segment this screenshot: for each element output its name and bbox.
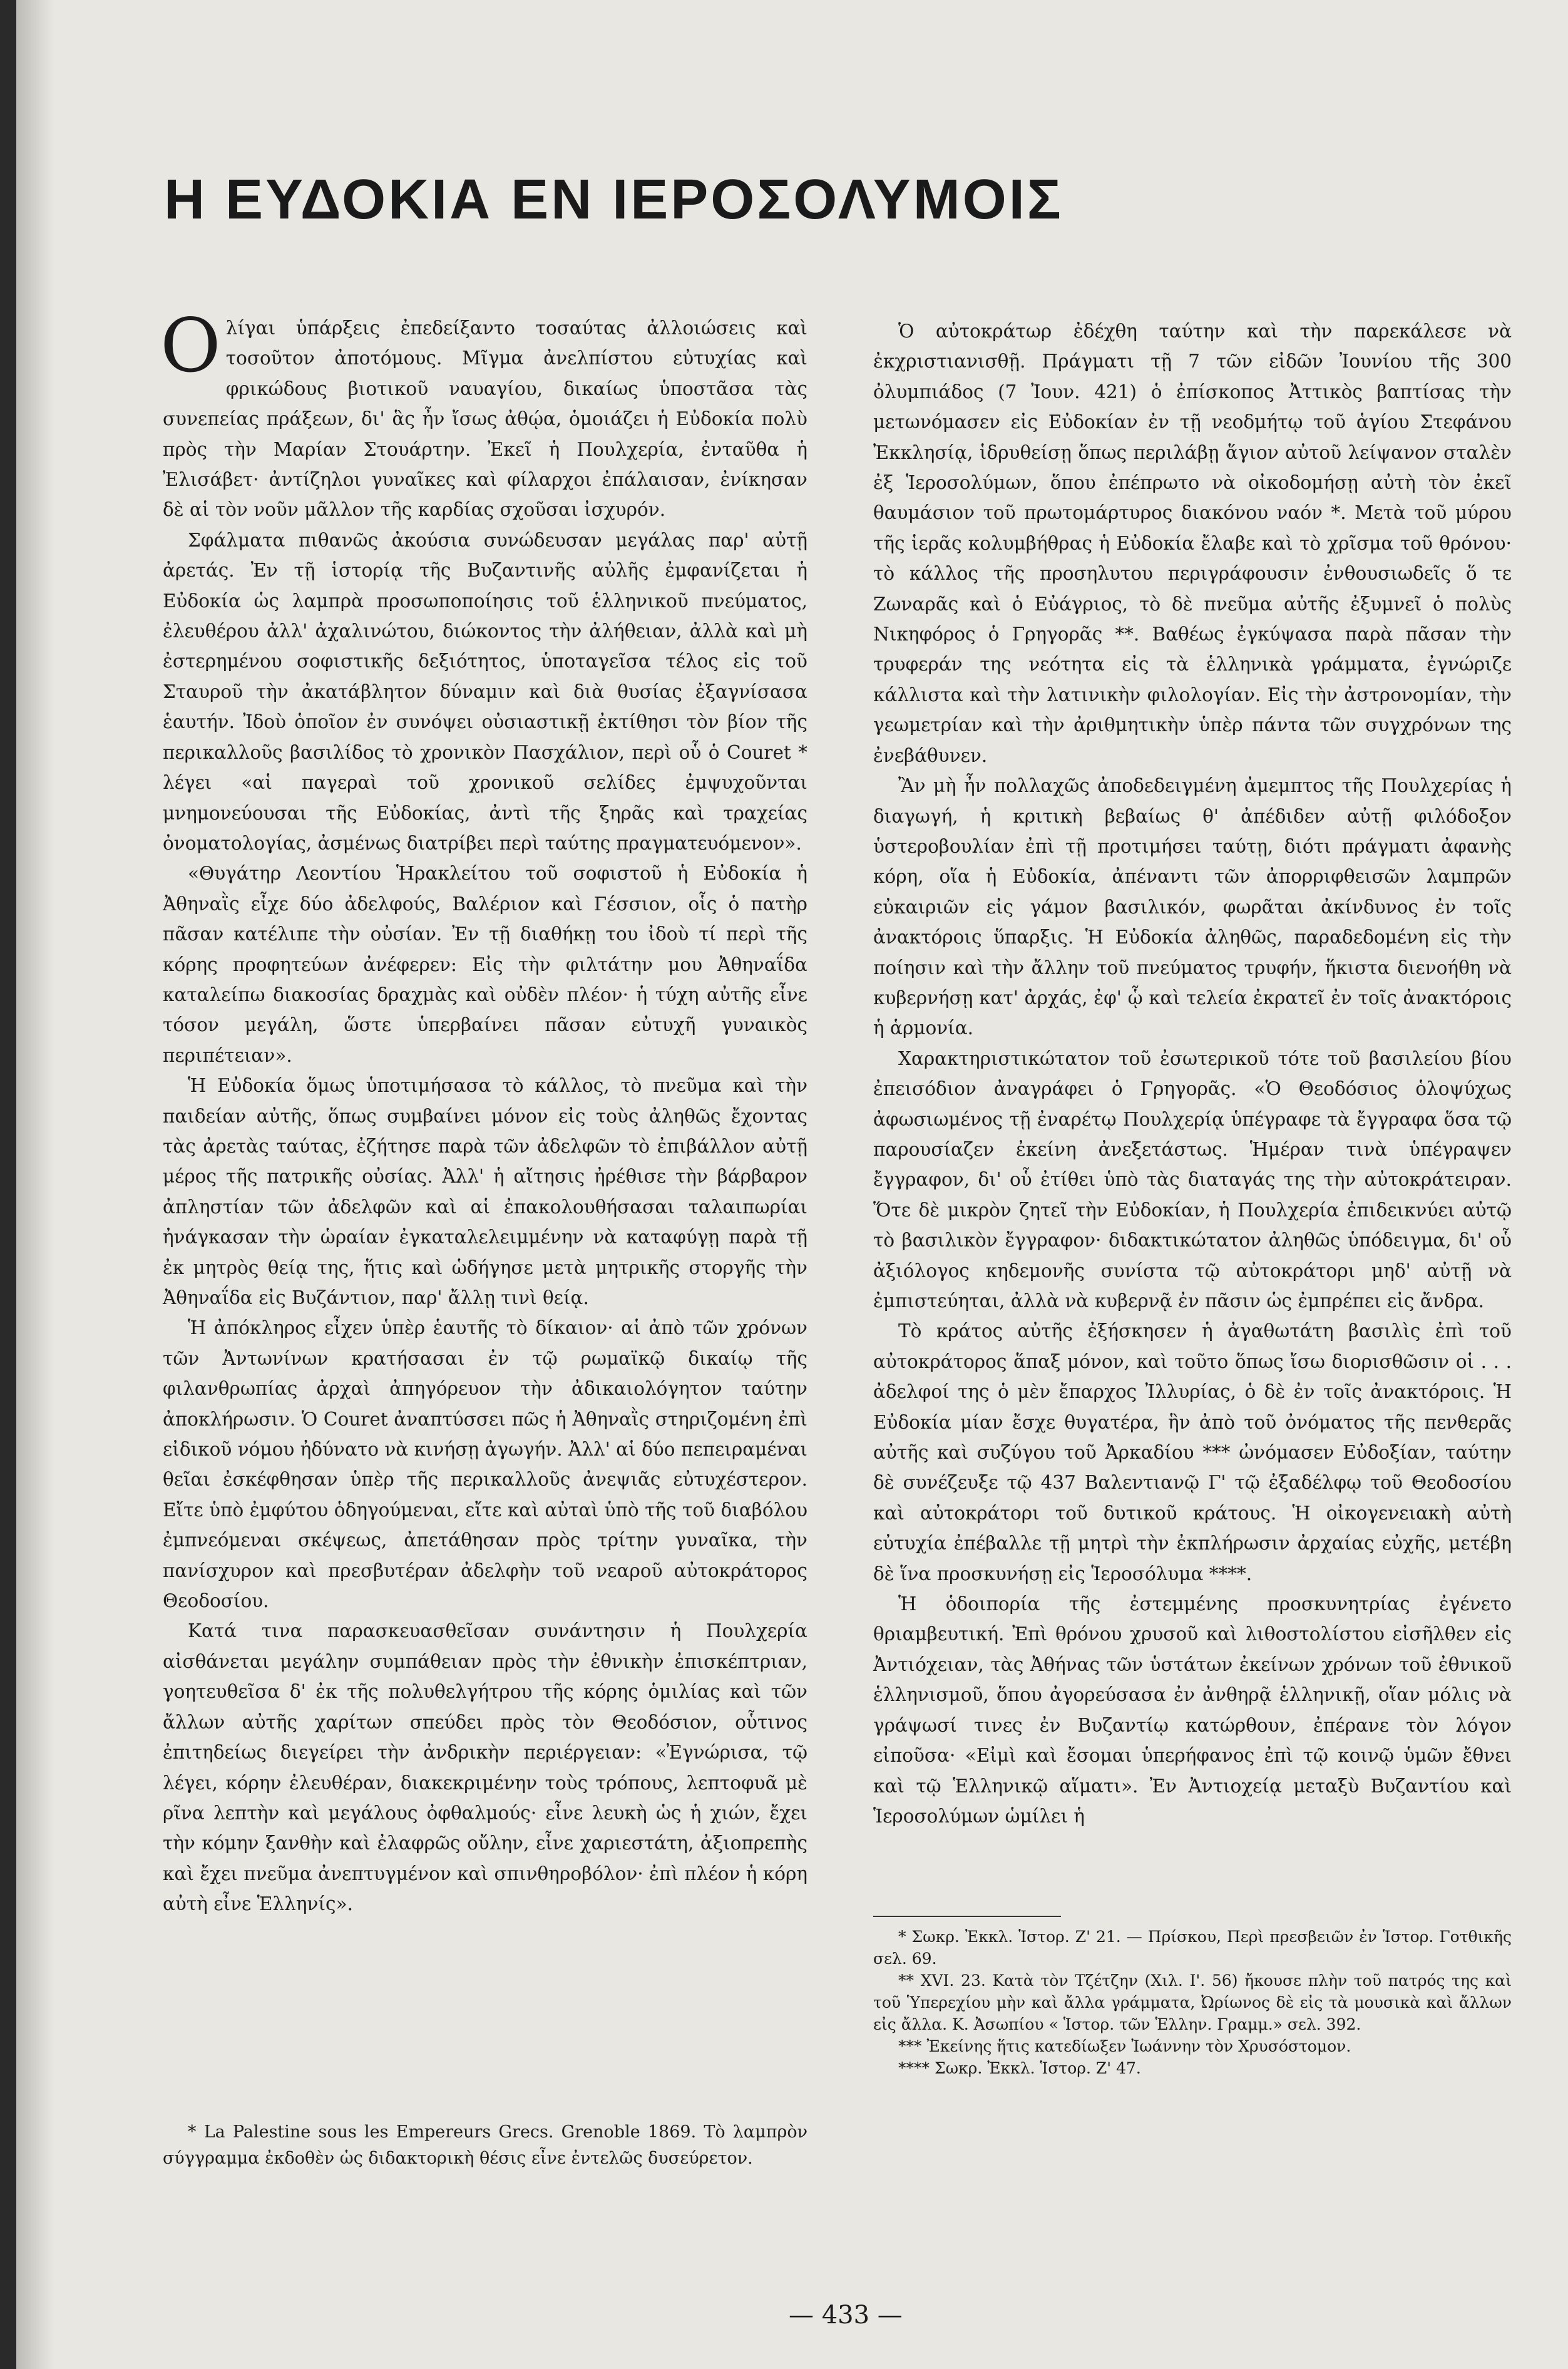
paragraph: Ἂν μὴ ἦν πολλαχῶς ἀποδεδειγμένη ἀμεμπτος τῆς Πουλχερίας ἡ διαγωγή, ἡ κριτικὴ βεβαίως θ' ἀπέδιδεν αὐτῇ φιλόδοξον ὑστεροβουλίαν ἐπὶ τῇ προτιμήσει ταύτῃ, διότι πράγματι ἀφανὴς κόρη, οἵα ἡ Εὐδοκία, ἀπέναντι τῶν ἀπορριφθεισῶν λαμπρῶν εὐκαιριῶν εἰς γάμον βασιλικόν, φωρᾶται ἀκίνδυνος ἐν τοῖς ἀνακτόροις ὕπαρξις. Ἡ Εὐδοκία ἀληθῶς, παραδεδομένη εἰς τὴν ποίησιν καὶ τὴν ἄλλην τοῦ πνεύματος τρυφήν, ἥκιστα διενοήθη νὰ κυβερνήσῃ κατ' ἀρχάς, ἐφ' ᾧ καὶ τελεία ἐκρατεῖ ἐν τοῖς ἀνακτόροις ἡ ἁρμονία.	[873, 775, 1512, 1039]
paragraph: Ὁ αὐτοκράτωρ ἐδέχθη ταύτην καὶ τὴν παρεκάλεσε νὰ ἐκχριστιανισθῇ. Πράγματι τῇ 7 τῶν εἰδῶν Ἰουνίου τῆς 300 ὀλυμπιάδος (7 Ἰουν. 421) ὁ ἐπίσκοπος Ἀττικὸς βαπτίσας τὴν μετωνόμασεν εἰς Εὐδοκίαν ἐν τῇ νεοδμήτῳ τοῦ ἁγίου Στεφάνου Ἐκκλησίᾳ, ἱδρυθείσῃ ὅπως περιλάβῃ ἅγιον αὐτοῦ λείψανον σταλὲν ἐξ Ἱεροσολύμων, ὅπου ἐπέπρωτο νὰ οἰκοδομήσῃ αὐτὴ τὸν ἐκεῖ θαυμάσιον τοῦ πρωτομάρτυρος διακόνου ναόν *. Μετὰ τοῦ μύρου τῆς ἱερᾶς κολυμβήθρας ἡ Εὐδοκία ἔλαβε καὶ τὸ χρῖσμα τοῦ θρόνου· τὸ κάλλος τῆς προσηλυτου περιγράφουσιν ἐνθουσιωδεῖς ὅ τε Ζωναρᾶς καὶ ὁ Εὐάγριος, τὸ δὲ πνεῦμα αὐτῆς ἐξυμνεῖ ὁ πολὺς Νικηφόρος ὁ Γρηγορᾶς **. Βαθέως ἐγκύψασα παρὰ πᾶσαν τὴν τρυφεράν της νεότητα εἰς τὰ ἑλληνικὰ γράμματα, ἐγνώριζε κάλλιστα καὶ τὴν λατινικὴν φιλολογίαν. Εἰς τὴν ἀστρονομίαν, τὴν γεωμετρίαν καὶ τὴν ἀριθμητικὴν ὑπὲρ πάντα τῶν συγχρόνων της ἐνεβάθυνεν.	[873, 321, 1512, 766]
footnotes-left	[163, 2119, 807, 2172]
paragraph: Ἡ Εὐδοκία ὅμως ὑποτιμήσασα τὸ κάλλος, τὸ πνεῦμα καὶ τὴν παιδείαν αὐτῆς, ὅπως συμβαίνει μόνον εἰς τοὺς ἀληθῶς ἔχοντας τὰς ἀρετὰς ταύτας, ἐζήτησε παρὰ τῶν ἀδελφῶν τὸ ἐπιβάλλον αὐτῇ μέρος τῆς πατρικῆς οὐσίας. Ἀλλ' ἡ αἴτησις ἠρέθισε τὴν βάρβαρον ἀπληστίαν τῶν ἀδελφῶν καὶ αἱ ἐπακολουθήσασαι ταλαιπωρίαι ἠνάγκασαν τὴν ὡραίαν ἐγκαταλελειμμένην νὰ καταφύγῃ παρὰ τῇ ἐκ μητρὸς θείᾳ της, ἥτις καὶ ὡδήγησε μετὰ μητρικῆς στοργῆς τὴν Ἀθηναΐδα εἰς Βυζάντιον, παρ' ἄλλῃ τινὶ θείᾳ.	[163, 1075, 807, 1308]
footnote-divider	[873, 1916, 1061, 1917]
paragraph: Χαρακτηριστικώτατον τοῦ ἐσωτερικοῦ τότε τοῦ βασιλείου βίου ἐπεισόδιον ἀναγράφει ὁ Γρηγορᾶς. «Ὁ Θεοδόσιος ὁλοψύχως ἀφωσιωμένος τῇ ἐναρέτῳ Πουλχερίᾳ ὑπέγραφε τὰ ἔγγραφα ὅσα τῷ παρουσίαζεν ἐκείνη ἀνεξετάστως. Ἡμέραν τινὰ ὑπέγραψεν ἔγγραφον, δι' οὗ ἐτίθει ὑπὸ τὰς διαταγάς της τὴν αὐτοκράτειραν. Ὅτε δὲ μικρὸν ζητεῖ τὴν Εὐδοκίαν, ἡ Πουλχερία ἐπιδεικνύει αὐτῷ τὸ βασιλικὸν ἔγγραφον· διδακτικώτατον ἀληθῶς ὑπόδειγμα, δι' οὗ ἀξιόλογος κηδεμονῆς συνίστα τῷ αὐτοκράτορι μηδ' αὐτῇ νὰ ἐμπιστεύηται, ἀλλὰ νὰ κυβερνᾷ ἐν πᾶσιν ὡς ἐμπρέπει εἰς ἄνδρα.	[873, 1047, 1512, 1312]
scan-binding-edge	[0, 0, 16, 2369]
scan-binding-shadow	[16, 0, 54, 2369]
footnote: **** Σωκρ. Ἐκκλ. Ἱστορ. Ζ' 47.	[898, 2059, 1141, 2077]
footnote: *** Ἐκείνης ἥτις κατεδίωξεν Ἰωάννην τὸν Χρυσόστομον.	[898, 2037, 1351, 2055]
left-column	[160, 302, 807, 1919]
paragraph: Ἡ ἀπόκληρος εἶχεν ὑπὲρ ἑαυτῆς τὸ δίκαιον· αἱ ἀπὸ τῶν χρόνων τῶν Ἀντωνίνων κρατήσασαι ἐν τῷ ρωμαϊκῷ δικαίῳ τῆς φιλανθρωπίας ἀρχαὶ ἀπηγόρευον τὴν ἀδικαιολόγητον ταύτην ἀποκλήρωσιν. Ὁ Couret ἀναπτύσσει πῶς ἡ Ἀθηναῒς στηριζομένη ἐπὶ εἰδικοῦ νόμου ἠδύνατο νὰ κινήσῃ ἀγωγήν. Ἀλλ' αἱ δύο πεπειραμέναι θεῖαι ἐσκέφθησαν ὑπὲρ τῆς περικαλλοῦς ἀνεψιᾶς εὐτυχέστερον. Εἴτε ὑπὸ ἐμφύτου ὁδηγούμεναι, εἴτε καὶ αὐταὶ ὑπὸ τῆς τοῦ διαβόλου ἐμπνεόμεναι σκέψεως, ἀπετάθησαν πρὸς τρίτην γυναῖκα, τὴν πανίσχυρον καὶ πρεσβυτέραν ἀδελφὴν τοῦ νεαροῦ αὐτοκράτορος Θεοδοσίου.	[163, 1317, 807, 1612]
paragraph	[160, 302, 807, 525]
footnote: * La Palestine sous les Empereurs Grecs. Grenoble 1869. Τὸ λαμπρὸν σύγγραμμα ἐκδοθὲν ὡς διδακτορικὴ θέσις εἶνε ἐντελῶς δυσεύρετον.	[163, 2122, 807, 2168]
footnote: ** XVI. 23. Κατὰ τὸν Τζέτζην (Χιλ. Ι'. 56) ἤκουσε πλὴν τοῦ πατρός της καὶ τοῦ Ὑπερεχίου μὴν καὶ ἄλλα γράμματα, Ὠρίωνος δὲ εἰς τὰ μουσικὰ καὶ ἄλλων εἰς ἄλλα. Κ. Ἀσωπίου « Ἱστορ. τῶν Ἑλλην. Γραμμ.» σελ. 392.	[873, 1971, 1512, 2033]
footnotes-right	[873, 1916, 1512, 2079]
article-title: Η ΕΥΔΟΚΙΑ ΕΝ ΙΕΡΟΣΟΛΥΜΟΙΣ	[164, 168, 1063, 231]
paragraph-text: λίγαι ὑπάρξεις ἐπεδείξαντο τοσαύτας ἀλλοιώσεις καὶ τοσοῦτον ἀποτόμους. Μῖγμα ἀνελπίστου εὐτυχίας καὶ φρικώδους βιοτικοῦ ναυαγίου, δικαίως ὑποστᾶσα τὰς συνεπείας πράξεων, δι' ἃς ἦν ἴσως ἀθῴα, ὁμοιάζει ἡ Εὐδοκία πολὺ πρὸς τὴν Μαρίαν Στουάρτην. Ἐκεῖ ἡ Πουλχερία, ἐνταῦθα ἡ Ἐλισάβετ· ἀντίζηλοι γυναῖκες καὶ φίλαρχοι ἐπάλαισαν, ἐνίκησαν δὲ αἱ τὸν νοῦν μᾶλλον τῆς καρδίας σχοῦσαι ἰσχυρόν.	[163, 317, 807, 521]
paragraph: Κατά τινα παρασκευασθεῖσαν συνάντησιν ἡ Πουλχερία αἰσθάνεται μεγάλην συμπάθειαν πρὸς τὴν ἐθνικὴν ἐπισκέπτριαν, γοητευθεῖσα δ' ἐκ τῆς πολυθελγήτρου τῆς κόρης ὁμιλίας καὶ τῶν ἄλλων αὐτῆς χαρίτων σπεύδει πρὸς τὸν Θεοδόσιον, οὗτινος ἐπιτηδείως διεγείρει τὴν ἀνδρικὴν περιέργειαν: «Ἐγνώρισα, τῷ λέγει, κόρην ἐλευθέραν, διακεκριμένην τοὺς τρόπους, λεπτοφυᾶ μὲ ρῖνα λεπτὴν καὶ μεγάλους ὀφθαλμούς· εἶνε λευκὴ ὡς ἡ χιών, ἔχει τὴν κόμην ξανθὴν καὶ ἐλαφρῶς οὔλην, εἶνε χαριεστάτη, ἀξιοπρεπὴς καὶ ἔχει πνεῦμα ἀνεπτυγμένον καὶ σπινθηροβόλον· ἐπὶ πλέον ἡ κόρη αὐτὴ εἶνε Ἑλληνίς».	[163, 1620, 807, 1915]
dropcap: Ο	[160, 302, 221, 389]
page-number: — 433 —	[789, 2301, 903, 2330]
right-column	[873, 316, 1512, 1831]
paragraph: Τὸ κράτος αὐτῆς ἐξήσκησεν ἡ ἀγαθωτάτη βασιλὶς ἐπὶ τοῦ αὐτοκράτορος ἅπαξ μόνον, καὶ τοῦτο ὅπως ἴσω διορισθῶσιν οἱ . . . ἀδελφοί της ὁ μὲν ἔπαρχος Ἰλλυρίας, ὁ δὲ ἐν τοῖς ἀνακτόροις. Ἡ Εὐδοκία μίαν ἔσχε θυγατέρα, ἣν ἀπὸ τοῦ ὀνόματος τῆς πενθερᾶς αὐτῆς καὶ συζύγου τοῦ Ἀρκαδίου *** ὠνόμασεν Εὐδοξίαν, ταύτην δὲ συνέζευξε τῷ 437 Βαλεντιανῷ Γ' τῷ ἐξαδέλφῳ τοῦ Θεοδοσίου καὶ αὐτοκράτορι τοῦ δυτικοῦ κράτους. Ἡ οἰκογενειακὴ αὐτὴ εὐτυχία ἐπέβαλλε τῇ μητρὶ τὴν ἐκπλήρωσιν ἀρχαίας εὐχῆς, μετέβη δὲ ἵνα προσκυνήσῃ εἰς Ἱεροσόλυμα ****.	[873, 1320, 1512, 1585]
paragraph: «Θυγάτηρ Λεοντίου Ἡρακλείτου τοῦ σοφιστοῦ ἡ Εὐδοκία ἡ Ἀθηναῒς εἶχε δύο ἀδελφούς, Βαλέριον καὶ Γέσσιον, οἷς ὁ πατὴρ πᾶσαν κατέλιπε τὴν οὐσίαν. Ἐν τῇ διαθήκῃ του ἰδοὺ τί περὶ τῆς κόρης προφητεύων ἀνέφερεν: Εἰς τὴν φιλτάτην μου Ἀθηναΐδα καταλείπω διακοσίας δραχμὰς καὶ οὐδὲν πλέον· ἡ τύχη αὐτῆς εἶνε τόσον μεγάλη, ὥστε ὑπερβαίνει πᾶσαν εὐτυχῆ γυναικὸς περιπέτειαν».	[163, 863, 807, 1066]
paragraph: Σφάλματα πιθανῶς ἀκούσια συνώδευσαν μεγάλας παρ' αὐτῇ ἀρετάς. Ἐν τῇ ἱστορίᾳ τῆς Βυζαντινῆς αὐλῆς ἐμφανίζεται ἡ Εὐδοκία ὡς λαμπρὰ προσωποποίησις τοῦ ἑλληνικοῦ πνεύματος, ἐλευθέρου ἀλλ' ἀχαλινώτου, διώκοντος τὴν ἀλήθειαν, ἀλλὰ καὶ μὴ ἐστερημένου σοφιστικῆς δεξιότητος, ὑποταγεῖσα τέλος εἰς τοῦ Σταυροῦ τὴν ἀκατάβλητον δύναμιν καὶ διὰ θυσίας ἐξαγνίσασα ἑαυτήν. Ἰδοὺ ὁποῖον ἐν συνόψει οὐσιαστικῇ ἐκτίθησι τὸν βίον τῆς περικαλλοῦς βασιλίδος τὸ χρονικὸν Πασχάλιον, περὶ οὗ ὁ Couret * λέγει «αἱ παγεραὶ τοῦ χρονικοῦ σελίδες ἐμψυχοῦνται μνημονεύουσαι τῆς Εὐδοκίας, ἀντὶ τῆς ξηρᾶς καὶ τραχείας ὀνοματολογίας, ἀσμένως διατρίβει περὶ ταύτης πραγματευόμενον».	[163, 529, 807, 854]
paragraph: Ἡ ὁδοιπορία τῆς ἐστεμμένης προσκυνητρίας ἐγένετο θριαμβευτική. Ἐπὶ θρόνου χρυσοῦ καὶ λιθοστολίστου εἰσῆλθεν εἰς Ἀντιόχειαν, τὰς Ἀθήνας τῶν ὑστάτων ἐκείνων χρόνων τοῦ ἐθνικοῦ ἑλληνισμοῦ, ὅπου ἀγορεύσασα ἐν ἀνθηρᾷ ἑλληνικῇ, οἵαν μόλις νὰ γράψωσί τινες ἐν Βυζαντίῳ κατώρθουν, ἐπέρανε τὸν λόγον εἰποῦσα· «Εἰμὶ καὶ ἔσομαι ὑπερήφανος ἐπὶ τῷ κοινῷ ὑμῶν ἔθνει καὶ τῷ Ἑλληνικῷ αἵματι». Ἐν Ἀντιοχείᾳ μεταξὺ Βυζαντίου καὶ Ἱεροσολύμων ὡμίλει ἡ	[873, 1593, 1512, 1827]
footnote: * Σωκρ. Ἐκκλ. Ἱστορ. Ζ' 21. — Πρίσκου, Περὶ πρεσβειῶν ἐν Ἱστορ. Γοτθικῆς σελ. 69.	[873, 1928, 1512, 1968]
